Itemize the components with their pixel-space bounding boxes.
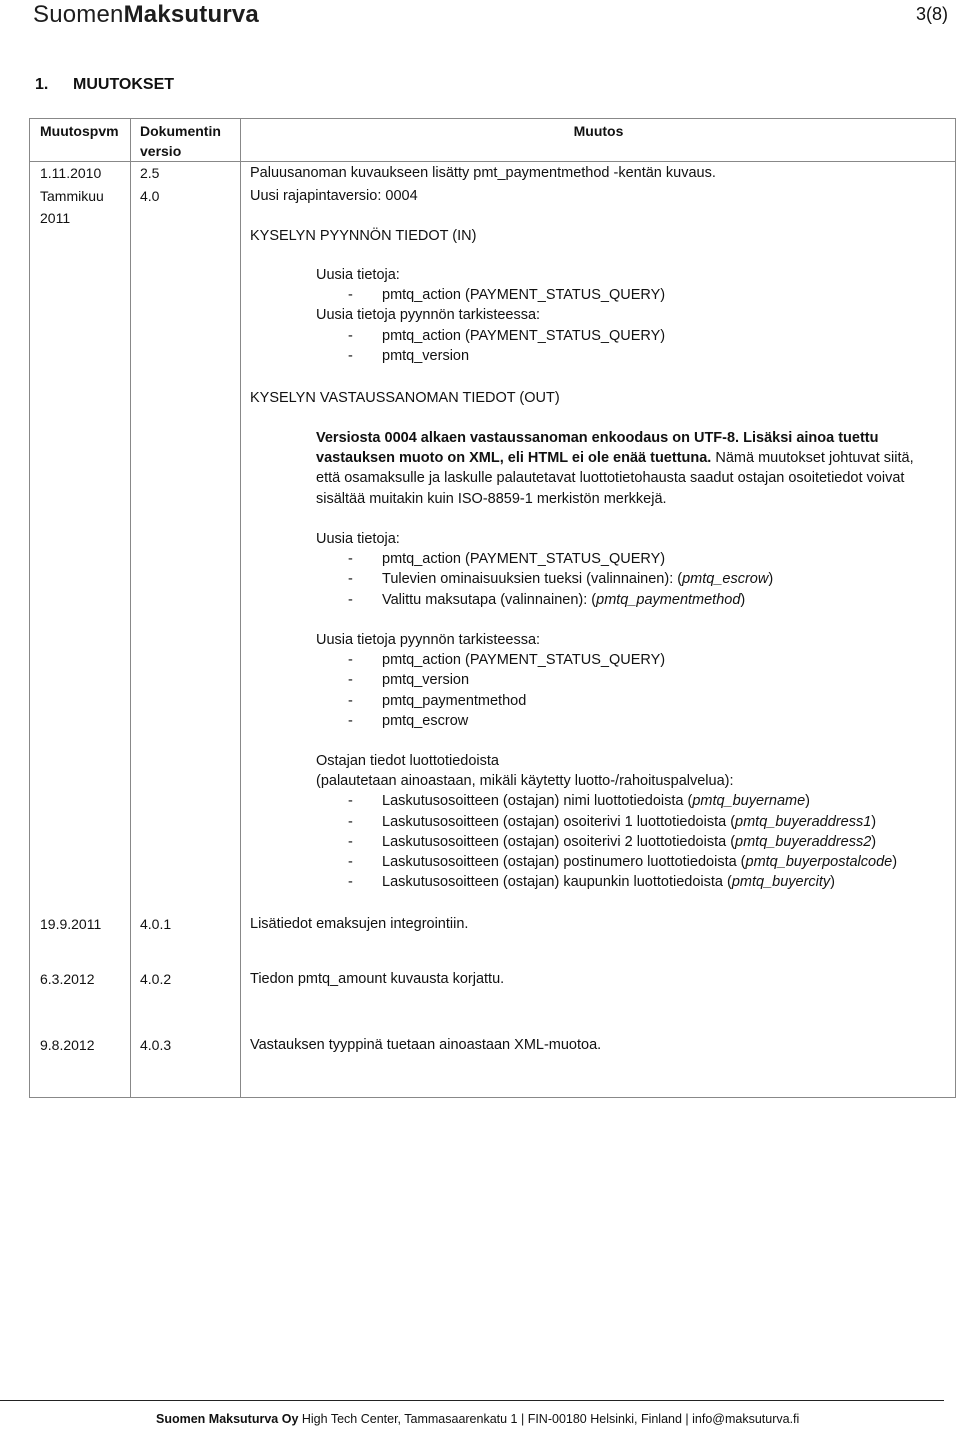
row-3-date: 19.9.2011 xyxy=(40,916,102,932)
buyer-info-title: Ostajan tiedot luottotiedoista xyxy=(316,753,499,769)
list-item-text: Valittu maksutapa (valinnainen): ( xyxy=(382,591,597,608)
row-5-change: Vastauksen tyyppinä tuetaan ainoastaan XML-muotoa. xyxy=(250,1037,602,1053)
list-item: - pmtq_escrow xyxy=(348,712,469,729)
page-number: 3(8) xyxy=(915,4,948,24)
changes-table xyxy=(29,118,956,1098)
list-item-suffix: ) xyxy=(871,813,877,830)
list-item-suffix: ) xyxy=(871,833,877,850)
list-item: - pmtq_action (PAYMENT_STATUS_QUERY) xyxy=(348,551,666,568)
list-item-suffix: ) xyxy=(805,793,810,810)
row-2-date-line-2: 2011 xyxy=(40,210,71,226)
row-1-date: 1.11.2010 xyxy=(40,165,102,181)
list-item-suffix: ) xyxy=(830,874,835,891)
list-item: - Laskutusosoitteen (ostajan) postinumero luottotiedoista (pmtq_buyerpostalcode) xyxy=(348,854,898,871)
row-2-version: 4.0 xyxy=(140,188,160,204)
field-code: pmtq_paymentmethod xyxy=(596,591,741,608)
list-item-text: pmtq_action (PAYMENT_STATUS_QUERY) xyxy=(382,652,666,669)
encoding-reason: Nämä muutokset johtuvat siitä, että osamaksulle ja laskulle palautetavat luottotietohausta saadut ostajan osoitetiedot voivat sisältää muitakin kuin ISO-8859-1 merkistön merkkejä. xyxy=(316,450,914,507)
in-new-fields xyxy=(316,265,936,366)
footer-company: Suomen Maksuturva Oy xyxy=(156,1412,299,1426)
section-heading xyxy=(35,76,174,94)
list-item-text: Laskutusosoitteen (ostajan) osoiterivi 1 luottotiedoista ( xyxy=(382,813,736,830)
column-header-date: Muutospvm xyxy=(40,123,119,139)
row-3-version: 4.0.1 xyxy=(140,916,172,932)
list-item: - Laskutusosoitteen (ostajan) kaupunkin luottotiedoista (pmtq_buyercity) xyxy=(348,874,835,891)
section-title: MUUTOKSET xyxy=(73,76,175,93)
list-item-text: Laskutusosoitteen (ostajan) postinumero luottotiedoista ( xyxy=(382,854,746,871)
header-row-divider xyxy=(30,161,955,162)
page-footer xyxy=(156,1412,799,1426)
list-item: - pmtq_action (PAYMENT_STATUS_QUERY) xyxy=(348,327,666,344)
list-item: - pmtq_version xyxy=(348,347,470,364)
list-item-text: Laskutusosoitteen (ostajan) nimi luottotiedoista ( xyxy=(382,793,693,810)
list-item: - Laskutusosoitteen (ostajan) nimi luottotiedoista (pmtq_buyername) xyxy=(348,793,810,810)
list-item-suffix: ) xyxy=(892,854,898,871)
footer-address: High Tech Center, Tammasaarenkatu 1 | FIN-00180 Helsinki, Finland | info@maksuturva.fi xyxy=(298,1412,800,1426)
list-item: - Tulevien ominaisuuksien tueksi (valinnainen): (pmtq_escrow) xyxy=(348,571,774,588)
list-item: - pmtq_paymentmethod xyxy=(348,692,527,709)
out-description xyxy=(316,428,936,509)
list-item-text: pmtq_action (PAYMENT_STATUS_QUERY) xyxy=(382,327,666,344)
row-4-date: 6.3.2012 xyxy=(40,971,95,987)
list-item-text: pmtq_version xyxy=(382,672,470,689)
in-new-label: Uusia tietoja: xyxy=(316,267,400,283)
out-checksum-label: Uusia tietoja pyynnön tarkisteessa: xyxy=(316,632,541,648)
column-divider xyxy=(130,119,131,1097)
list-item-text: Tulevien ominaisuuksien tueksi (valinnainen): ( xyxy=(382,571,683,588)
field-code: pmtq_buyeraddress1 xyxy=(735,813,872,830)
buyer-info xyxy=(316,751,936,892)
row-4-change: Tiedon pmtq_amount kuvausta korjattu. xyxy=(250,971,505,987)
buyer-info-subtitle: (palautetaan ainoastaan, mikäli käytetty luotto-/rahoituspalvelua): xyxy=(316,773,734,790)
out-checksum-fields xyxy=(316,630,936,731)
row-3-change: Lisätiedot emaksujen integrointiin. xyxy=(250,916,469,932)
list-item-suffix: ) xyxy=(768,571,774,588)
field-code: pmtq_buyeraddress2 xyxy=(735,833,872,850)
list-item-text: pmtq_paymentmethod xyxy=(382,692,527,709)
column-divider xyxy=(240,119,241,1097)
list-item: - Valittu maksutapa (valinnainen): (pmtq_paymentmethod) xyxy=(348,591,746,608)
row-4-version: 4.0.2 xyxy=(140,971,172,987)
footer-divider xyxy=(0,1400,944,1401)
list-item: - pmtq_action (PAYMENT_STATUS_QUERY) xyxy=(348,652,666,669)
list-item-suffix: ) xyxy=(740,591,746,608)
column-header-version-1: Dokumentin xyxy=(140,123,221,139)
list-item-text: Laskutusosoitteen (ostajan) osoiterivi 2 luottotiedoista ( xyxy=(382,833,736,850)
out-new-fields xyxy=(316,529,936,610)
row-2-change-intro: Uusi rajapintaversio: 0004 xyxy=(250,188,418,204)
logo-part-2: Maksuturva xyxy=(123,1,259,28)
row-2-date-line-1: Tammikuu xyxy=(40,188,104,204)
in-section-title: KYSELYN PYYNNÖN TIEDOT (IN) xyxy=(250,228,477,244)
column-header-change: Muutos xyxy=(573,123,624,139)
logo-part-1: Suomen xyxy=(33,1,124,28)
list-item-text: pmtq_action (PAYMENT_STATUS_QUERY) xyxy=(382,551,666,568)
list-item-text: Laskutusosoitteen (ostajan) kaupunkin luottotiedoista ( xyxy=(382,874,732,891)
list-item: - Laskutusosoitteen (ostajan) osoiterivi 1 luottotiedoista (pmtq_buyeraddress1) xyxy=(348,813,877,830)
field-code: pmtq_buyername xyxy=(692,793,806,810)
out-new-label: Uusia tietoja: xyxy=(316,531,400,547)
column-header-version-2: versio xyxy=(140,143,182,159)
list-item-text: pmtq_escrow xyxy=(382,712,469,729)
row-1-change: Paluusanoman kuvaukseen lisätty pmt_paymentmethod -kentän kuvaus. xyxy=(250,165,716,181)
list-item: - pmtq_version xyxy=(348,672,470,689)
out-section-title: KYSELYN VASTAUSSANOMAN TIEDOT (OUT) xyxy=(250,390,560,406)
row-5-date: 9.8.2012 xyxy=(40,1037,95,1053)
field-code: pmtq_buyercity xyxy=(731,874,831,891)
in-checksum-label: Uusia tietoja pyynnön tarkisteessa: xyxy=(316,307,541,324)
list-item: - Laskutusosoitteen (ostajan) osoiterivi 2 luottotiedoista (pmtq_buyeraddress2) xyxy=(348,833,877,850)
field-code: pmtq_buyerpostalcode xyxy=(745,854,893,871)
row-5-version: 4.0.3 xyxy=(140,1037,172,1053)
row-1-version: 2.5 xyxy=(140,165,160,181)
field-code: pmtq_escrow xyxy=(682,571,769,588)
list-item: - pmtq_action (PAYMENT_STATUS_QUERY) xyxy=(348,287,666,304)
encoding-notice: Versiosta 0004 alkaen vastaussanoman enkoodaus on UTF-8. Lisäksi ainoa tuettu vastauksen muoto on XML, eli HTML ei ole enää tuettuna. xyxy=(316,430,879,467)
list-item-text: pmtq_action (PAYMENT_STATUS_QUERY) xyxy=(382,287,666,304)
section-number: 1. xyxy=(35,76,49,93)
company-logo xyxy=(33,2,259,28)
list-item-text: pmtq_version xyxy=(382,347,470,364)
